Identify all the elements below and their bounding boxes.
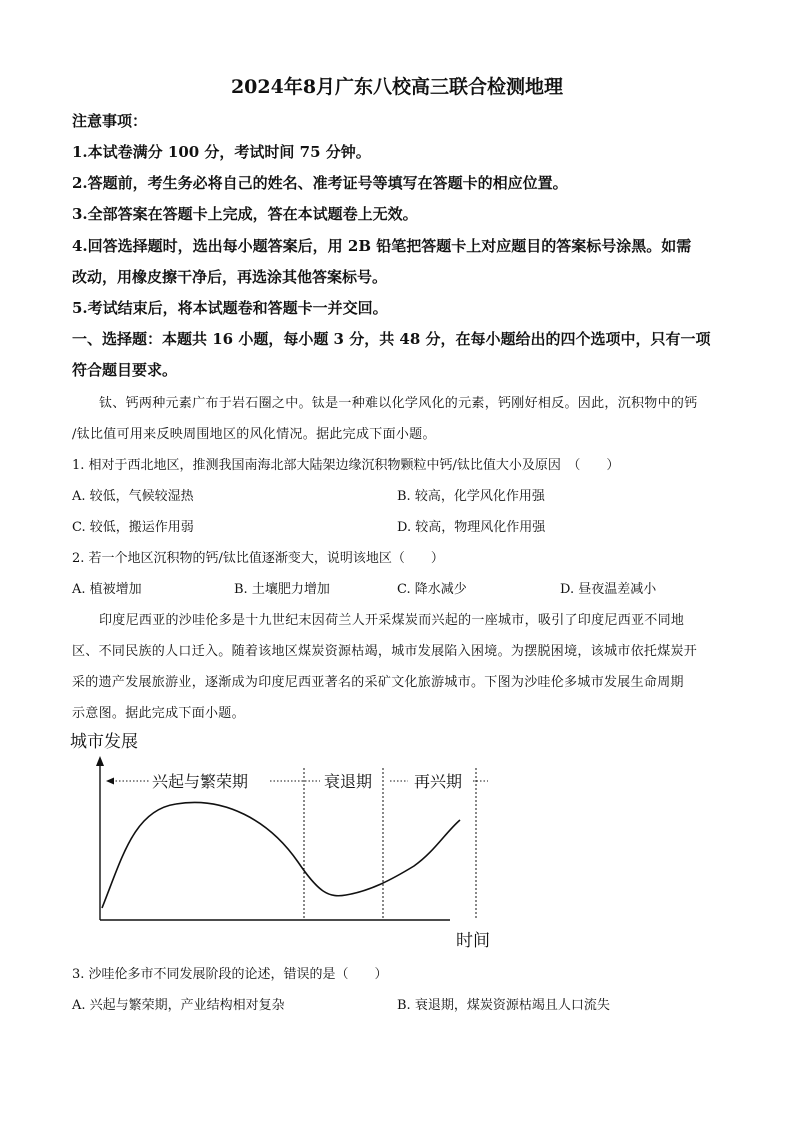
question-2-option-a: A. 植被增加	[72, 582, 142, 597]
passage2-line3: 采的遗产发展旅游业，逐渐成为印度尼西亚著名的采矿文化旅游城市。下图为沙哇伦多城市发展生命周期	[72, 675, 684, 690]
notice-item-4-cont: 改动，用橡皮擦干净后，再选涂其他答案标号。	[72, 268, 388, 286]
question-2-option-c: C. 降水减少	[397, 582, 467, 597]
question-1-option-d: D. 较高，物理风化作用强	[397, 520, 546, 535]
stage-arrow-left-icon	[106, 778, 114, 785]
question-1-stem: 1. 相对于西北地区，推测我国南海北部大陆架边缘沉积物颗粒中钙/钛比值大小及原因 （ ）	[72, 458, 620, 473]
notice-item-1: 1.本试卷满分 100 分，考试时间 75 分钟。	[72, 143, 371, 161]
development-curve	[102, 802, 460, 908]
notice-item-2: 2.答题前，考生务必将自己的姓名、准考证号等填写在答题卡的相应位置。	[72, 174, 568, 192]
passage2-line1: 印度尼西亚的沙哇伦多是十九世纪末因荷兰人开采煤炭而兴起的一座城市，吸引了印度尼西亚不同地	[99, 613, 685, 628]
stage-label-boom: 兴起与繁荣期	[152, 772, 249, 791]
notice-item-5: 5.考试结束后，将本试题卷和答题卡一并交回。	[72, 299, 388, 317]
stage-label-decline: 衰退期	[324, 772, 373, 791]
question-2-option-d: D. 昼夜温差减小	[560, 582, 657, 597]
question-1-option-c: C. 较低，搬运作用弱	[72, 520, 194, 535]
notice-item-4: 4.回答选择题时，选出每小题答案后，用 2B 铅笔把答题卡上对应题目的答案标号涂黑。如需	[72, 237, 692, 255]
x-axis-label: 时间	[456, 931, 490, 950]
passage2-line4: 示意图。据此完成下面小题。	[72, 706, 245, 721]
question-3-stem: 3. 沙哇伦多市不同发展阶段的论述，错误的是（ ）	[72, 967, 388, 982]
y-axis-arrow-icon	[96, 756, 104, 766]
y-axis-label: 城市发展	[70, 732, 138, 752]
passage1-line2: /钛比值可用来反映周围地区的风化情况。据此完成下面小题。	[72, 427, 436, 442]
question-1-option-a: A. 较低，气候较湿热	[72, 489, 194, 504]
question-3-option-b: B. 衰退期，煤炭资源枯竭且人口流失	[397, 998, 610, 1013]
stage-label-revival: 再兴期	[414, 772, 463, 791]
question-1-option-b: B. 较高，化学风化作用强	[397, 489, 545, 504]
passage2-line2: 区、不同民族的人口迁入。随着该地区煤炭资源枯竭，城市发展陷入困境。为摆脱困境，该城市依托煤炭开	[72, 644, 698, 659]
question-2-stem: 2. 若一个地区沉积物的钙/钛比值逐渐变大，说明该地区（ ）	[72, 551, 444, 566]
passage1-line1: 钛、钙两种元素广布于岩石圈之中。钛是一种难以化学风化的元素，钙刚好相反。因此，沉积物中的钙	[99, 396, 698, 411]
notice-heading: 注意事项：	[72, 112, 148, 130]
section-heading: 一、选择题：本题共 16 小题，每小题 3 分，共 48 分，在每小题给出的四个选项中，只有一项	[72, 330, 711, 348]
question-3-option-a: A. 兴起与繁荣期，产业结构相对复杂	[72, 998, 285, 1013]
page-title: 2024年8月广东八校高三联合检测地理	[230, 76, 564, 98]
section-heading-cont: 符合题目要求。	[72, 361, 178, 379]
notice-item-3: 3.全部答案在答题卡上完成，答在本试题卷上无效。	[72, 205, 418, 223]
city-lifecycle-diagram	[64, 728, 504, 950]
question-2-option-b: B. 土壤肥力增加	[234, 582, 330, 597]
